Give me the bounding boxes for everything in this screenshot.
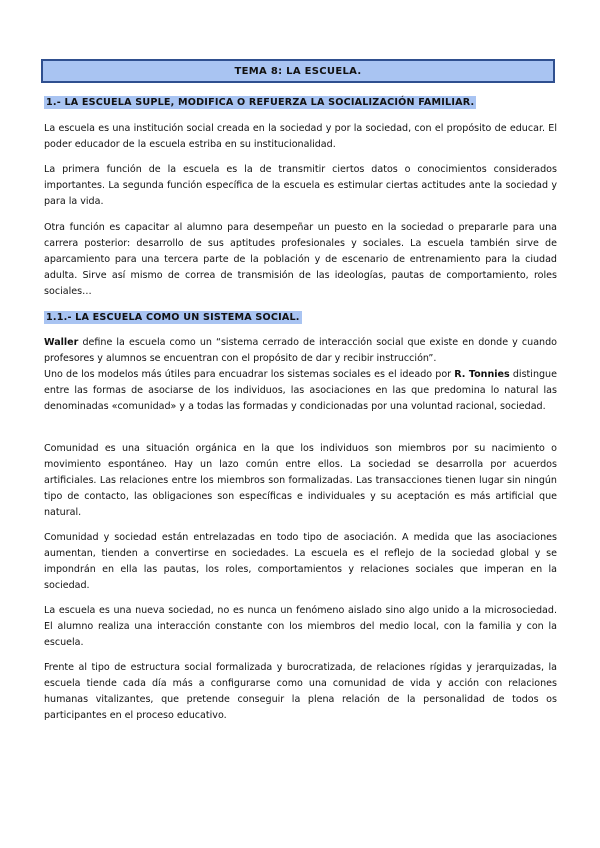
- paragraph: Otra función es capacitar al alumno para desempeñar un puesto en la sociedad o prepararle para una carrera posterior: desarrollo de sus aptitudes profesionales y sociales. La escuela también sirve de aparcamiento para una tercera parte de la población y de escenario de entrenamiento para la ciudad adulta. Sirve así mismo de correa de transmisión de las ideologías, pautas de comportamiento, roles sociales…: [44, 222, 557, 297]
- author-name: R. Tonnies: [454, 369, 510, 380]
- page-title: [41, 59, 555, 83]
- paragraph: Frente al tipo de estructura social formalizada y burocratizada, de relaciones rígidas y jerarquizadas, la escuela tiende cada día más a configurarse como una comunidad de vida y acción con relaciones humanas vitalizantes, que pretende conseguir la plena relación de la personalidad de todos os participantes en el proceso educativo.: [44, 662, 557, 721]
- page-title-text: TEMA 8: LA ESCUELA.: [234, 65, 362, 77]
- paragraph: La escuela es una institución social creada en la sociedad y por la sociedad, con el propósito de educar. El poder educador de la escuela estriba en su institucionalidad.: [44, 123, 557, 150]
- section-heading: 1.- LA ESCUELA SUPLE, MODIFICA O REFUERZA LA SOCIALIZACIÓN FAMILIAR.: [46, 97, 475, 108]
- author-name: Waller: [44, 337, 79, 348]
- paragraph: Waller define la escuela como un “sistema cerrado de interacción social que existe en donde y cuando profesores y alumnos se encuentran con el propósito de dar y recibir instrucción”. Uno de los modelos más útiles para encuadrar los sistemas sociales es el ideado por R. Tonnies distingue entre las formas de asociarse de los individuos, las asociaciones en las que predomina lo natural las denominadas «comunidad» y a todas las formadas y condicionadas por una voluntad racional, sociedad.: [44, 337, 557, 412]
- paragraph: Comunidad y sociedad están entrelazadas en todo tipo de asociación. A medida que las asociaciones aumentan, tienden a convertirse en sociedades. La escuela es el reflejo de la sociedad global y se impondrán en ella las pautas, los roles, comportamientos y relaciones sociales que imperan en la sociedad.: [44, 532, 557, 591]
- paragraph: La primera función de la escuela es la de transmitir ciertos datos o conocimientos considerados importantes. La segunda función específica de la escuela es estimular ciertas actitudes ante la sociedad y para la vida.: [44, 164, 557, 207]
- section-heading: 1.1.- LA ESCUELA COMO UN SISTEMA SOCIAL.: [46, 312, 300, 323]
- paragraph: La escuela es una nueva sociedad, no es nunca un fenómeno aislado sino algo unido a la microsociedad. El alumno realiza una interacción constante con los miembros del medio local, con la familia y con la escuela.: [44, 605, 557, 648]
- paragraph: Comunidad es una situación orgánica en la que los individuos son miembros por su nacimiento o movimiento espontáneo. Hay un lazo común entre ellos. La sociedad se desarrolla por acuerdos artificiales. Las relaciones entre los miembros son formalizadas. Las transacciones tienen lugar sin ningún tipo de contacto, las obligaciones son específicas e individuales y su aceptación es más artificial que natural.: [44, 443, 557, 518]
